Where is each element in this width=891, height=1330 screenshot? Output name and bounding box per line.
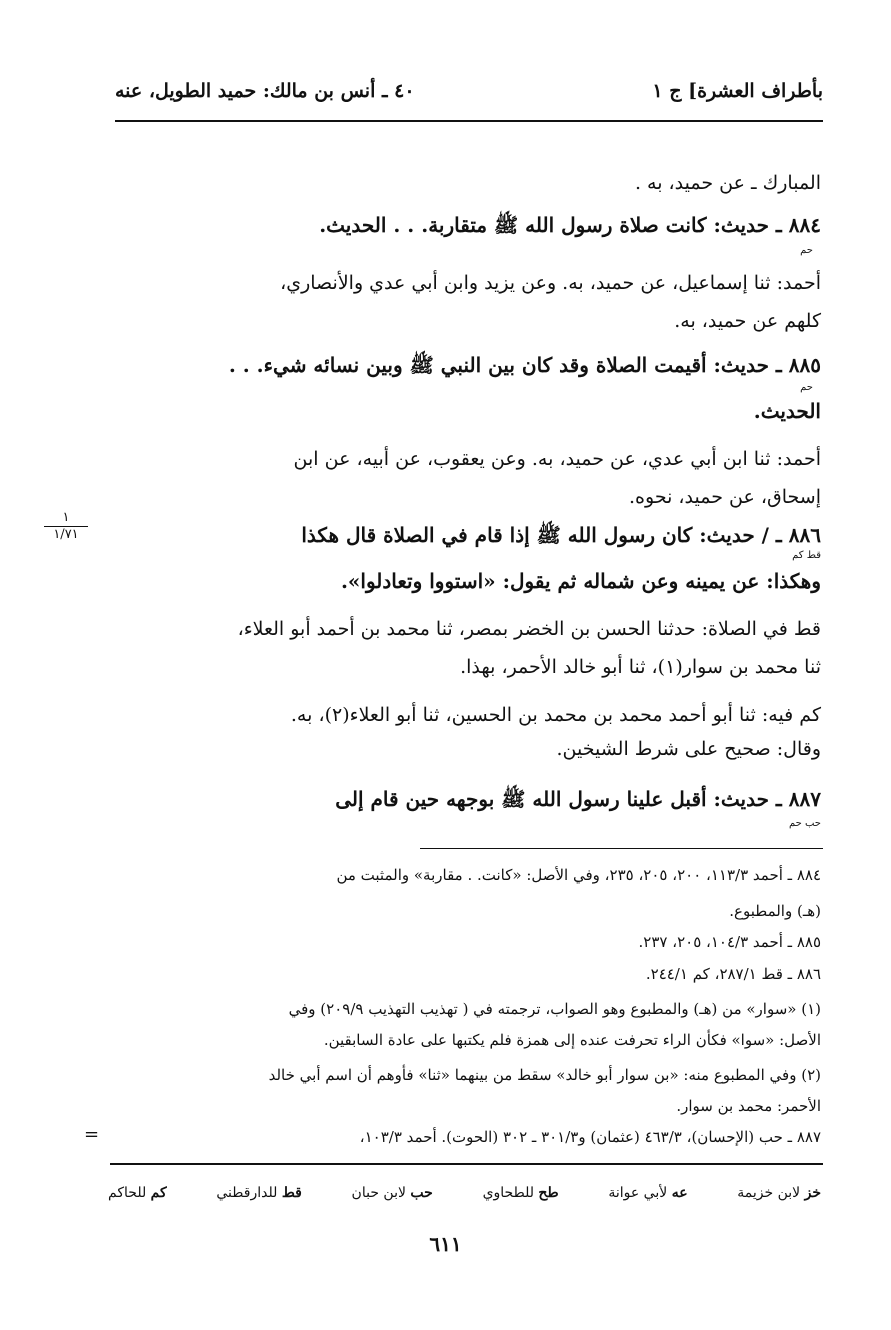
text-line: أحمد: ثنا إسماعيل، عن حميد، به. وعن يزيد وابن أبي عدي والأنصاري،	[280, 272, 821, 294]
hadith-887: ٨٨٧ ـ حديث: أقبل علينا رسول الله ﷺ بوجهه حين قام إلى	[335, 787, 821, 811]
abbr-item: طح للطحاوي	[482, 1185, 559, 1201]
text-line: كلهم عن حميد، به.	[674, 310, 821, 332]
margin-page-reference	[36, 510, 96, 543]
header-rule	[115, 120, 823, 122]
source-code-886: قط كم	[792, 550, 821, 561]
margin-ref-bottom: ١/٧١	[44, 526, 88, 543]
footnote-line: الأصل: «سوا» فكأن الراء تحرفت عنده إلى همزة فلم يكتبها على عادة السابقين.	[323, 1031, 821, 1049]
text-line: إسحاق، عن حميد، نحوه.	[629, 486, 821, 508]
header-book-title: بأطراف العشرة] ج ١	[652, 80, 823, 102]
text-line: وقال: صحيح على شرط الشيخين.	[556, 738, 821, 760]
text-line: ثنا محمد بن سوار(١)، ثنا أبو خالد الأحمر، بهذا.	[460, 656, 821, 678]
hadith-885-cont: الحديث.	[753, 399, 821, 423]
footnote-line: (هـ) والمطبوع.	[729, 902, 821, 920]
abbr-item: قط للدارقطني	[216, 1185, 302, 1201]
text-line: أحمد: ثنا ابن أبي عدي، عن حميد، به. وعن يعقوب، عن أبيه، عن ابن	[293, 448, 821, 470]
abbr-item: عه لأبي عوانة	[608, 1185, 688, 1201]
continuation-mark: =	[84, 1124, 100, 1145]
text-line: المبارك ـ عن حميد، به .	[634, 172, 821, 194]
hadith-884: ٨٨٤ ـ حديث: كانت صلاة رسول الله ﷺ متقاربة. . . الحديث.	[319, 213, 821, 237]
footnote-line: ٨٨٧ ـ حب (الإحسان)، ٤٦٣/٣ (عثمان) و٣٠١/٣ ـ ٣٠٢ (الحوت). أحمد ١٠٣/٣،	[359, 1128, 821, 1146]
page-header	[115, 72, 823, 112]
abbr-item: حب لابن حبان	[351, 1185, 433, 1201]
abbr-item: كم للحاكم	[108, 1185, 167, 1201]
text-line: قط في الصلاة: حدثنا الحسن بن الخضر بمصر، ثنا محمد بن أحمد أبو العلاء،	[237, 618, 821, 640]
footnote-rule	[420, 848, 823, 849]
source-code-887: حب حم	[788, 818, 821, 829]
footnote-line: الأحمر: محمد بن سوار.	[676, 1097, 821, 1115]
footnote-line: ٨٨٥ ـ أحمد ١٠٤/٣، ٢٠٥، ٢٣٧.	[638, 933, 821, 951]
footnote-line: (١) «سوار» من (هـ) والمطبوع وهو الصواب، ترجمته في ( تهذيب التهذيب ٢٠٩/٩) وفي	[288, 1000, 821, 1018]
page-number: ٦١١	[429, 1232, 462, 1256]
footnote-line: ٨٨٤ ـ أحمد ١١٣/٣، ٢٠٠، ٢٠٥، ٢٣٥، وفي الأصل: «كانت. . مقاربة» والمثبت من	[336, 866, 821, 884]
text-line: كم فيه: ثنا أبو أحمد محمد بن محمد بن الحسين، ثنا أبو العلاء(٢)، به.	[290, 704, 821, 726]
source-code-884: حم	[800, 245, 813, 256]
footnote-line: ٨٨٦ ـ قط ٢٨٧/١، كم ٢٤٤/١.	[645, 965, 821, 983]
abbr-item: خز لابن خزيمة	[737, 1185, 821, 1201]
abbreviation-key	[108, 1185, 821, 1201]
footnote-line: (٢) وفي المطبوع منه: «بن سوار أبو خالد» سقط من بينهما «ثنا» فأوهم أن اسم أبي خالد	[268, 1066, 821, 1084]
hadith-885: ٨٨٥ ـ حديث: أقيمت الصلاة وقد كان بين النبي ﷺ وبين نسائه شيء. . .	[228, 353, 821, 377]
source-code-885: حم	[800, 382, 813, 393]
bottom-rule	[110, 1163, 823, 1165]
header-chapter-title: ٤٠ ـ أنس بن مالك: حميد الطويل، عنه	[115, 80, 415, 102]
hadith-886: ٨٨٦ ـ / حديث: كان رسول الله ﷺ إذا قام في الصلاة قال هكذا	[301, 523, 821, 547]
hadith-886-cont: وهكذا: عن يمينه وعن شماله ثم يقول: «استووا وتعادلوا».	[340, 569, 821, 593]
margin-ref-top: ١	[62, 510, 70, 525]
